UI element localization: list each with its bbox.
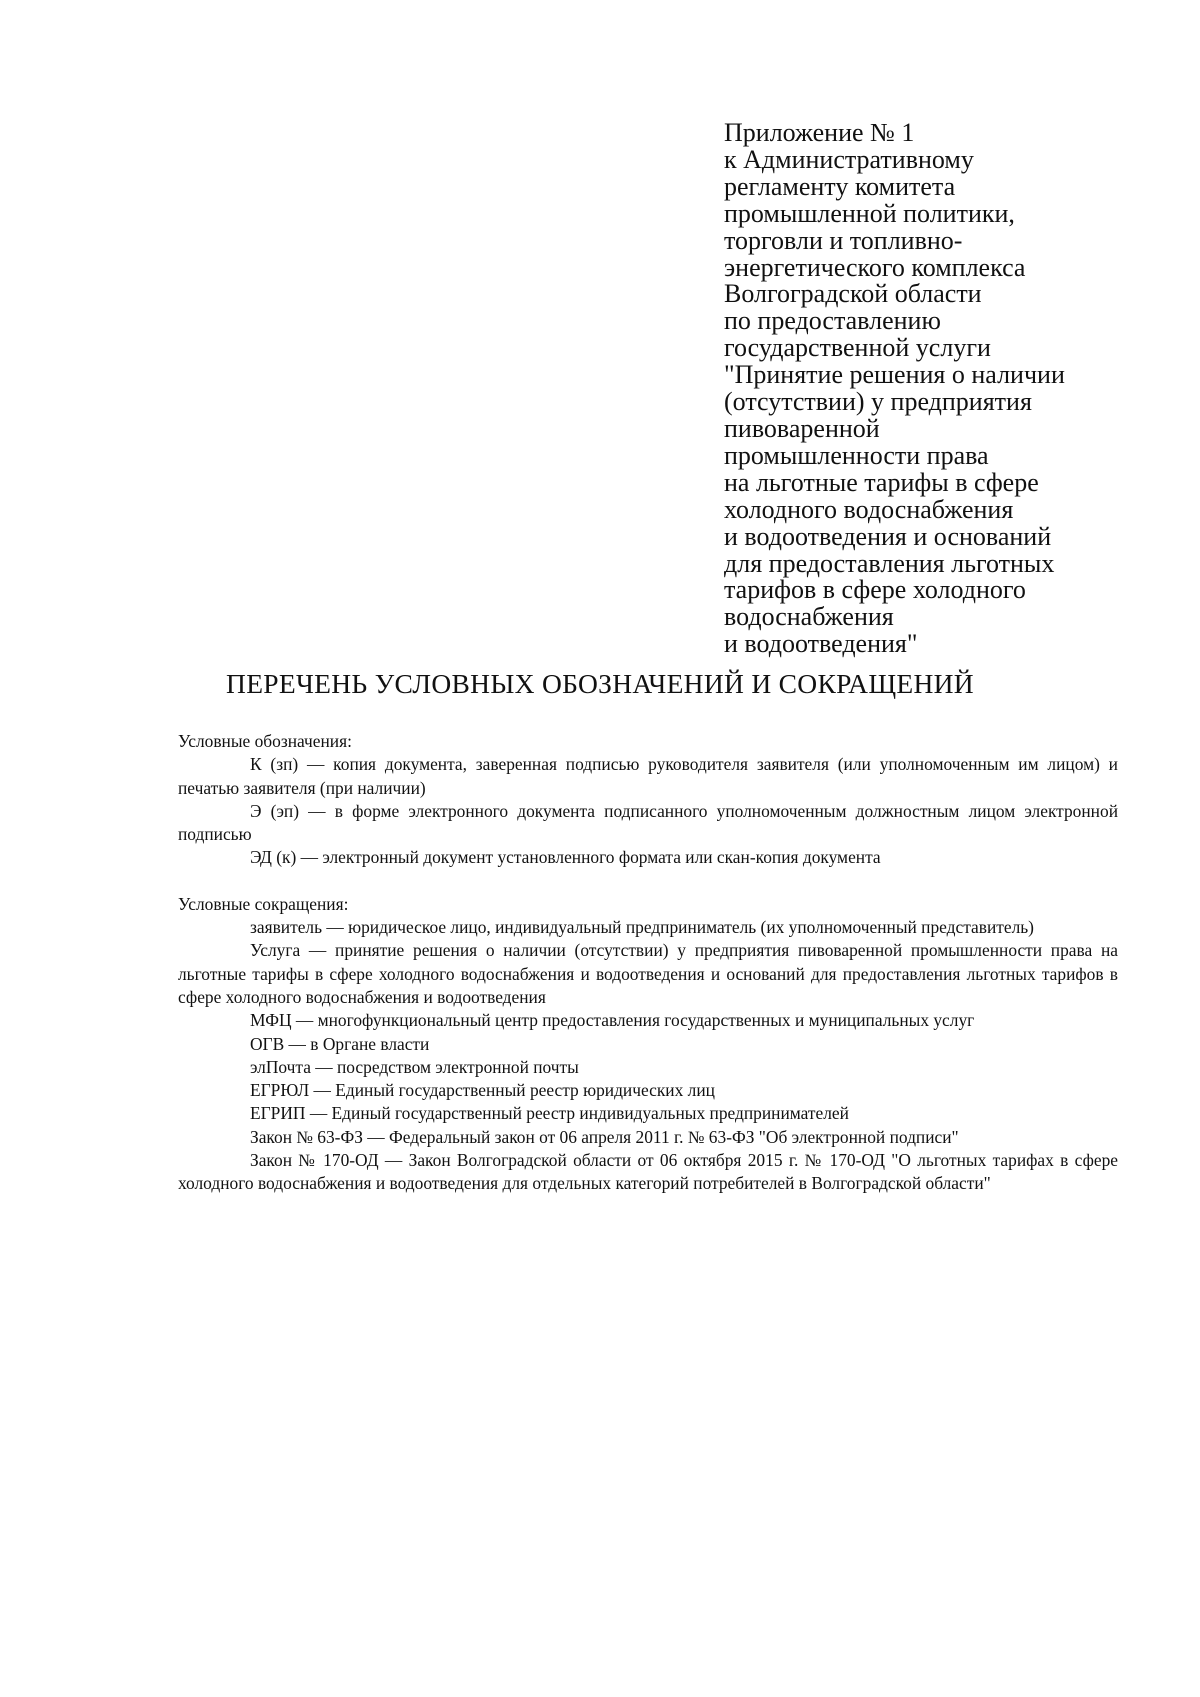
appendix-line: государственной услуги xyxy=(724,333,991,363)
designation-item: К (зп) — копия документа, заверенная подписью руководителя заявителя (или уполномоченным им лицом) и печатью заявителя (при наличии) xyxy=(178,754,1118,798)
appendix-line: холодного водоснабжения xyxy=(724,494,1014,524)
abbreviation-item: МФЦ — многофункциональный центр предоставления государственных и муниципальных услуг xyxy=(250,1010,975,1031)
appendix-line: "Принятие решения о наличии xyxy=(724,360,1065,390)
appendix-line: Волгоградской области xyxy=(724,279,982,309)
abbreviation-item: ЕГРЮЛ — Единый государственный реестр юридических лиц xyxy=(250,1080,715,1101)
appendix-line: и водоотведения и оснований xyxy=(724,521,1052,551)
appendix-line: регламенту комитета xyxy=(724,171,956,201)
appendix-line: водоснабжения xyxy=(724,602,894,632)
appendix-header xyxy=(724,120,1164,658)
document-title: ПЕРЕЧЕНЬ УСЛОВНЫХ ОБОЗНАЧЕНИЙ И СОКРАЩЕНИЙ xyxy=(226,668,974,699)
appendix-line: (отсутствии) у предприятия xyxy=(724,387,1032,417)
designation-item: Э (эп) — в форме электронного документа подписанного уполномоченным должностным лицом электронной подписью xyxy=(178,800,1118,845)
appendix-line: и водоотведения" xyxy=(724,629,918,659)
appendix-line: торговли и топливно- xyxy=(724,225,963,255)
appendix-line: на льготные тарифы в сфере xyxy=(724,467,1039,497)
abbreviation-item: Закон № 63-ФЗ — Федеральный закон от 06 апреля 2011 г. № 63-ФЗ "Об электронной подписи" xyxy=(250,1126,959,1147)
abbreviations-heading: Условные сокращения: xyxy=(178,893,349,914)
designations-section xyxy=(178,730,1118,870)
appendix-line: по предоставлению xyxy=(724,306,941,336)
legend-body xyxy=(178,730,1118,1196)
designation-item: ЭД (к) — электронный документ установленного формата или скан-копия документа xyxy=(250,847,881,868)
appendix-line: пивоваренной xyxy=(724,413,880,443)
appendix-line: промышленности права xyxy=(724,440,989,470)
section-spacer xyxy=(178,870,1118,893)
abbreviation-item: Услуга — принятие решения о наличии (отсутствии) у предприятия пивоваренной промышленности права на льготные тарифы в сфере холодного водоснабжения и водоотведения и оснований для предоставления льготных тарифов в сфере холодного водоснабжения и водоотведения xyxy=(178,940,1118,1007)
abbreviation-item: заявитель — юридическое лицо, индивидуальный предприниматель (их уполномоченный представитель) xyxy=(250,917,1034,938)
appendix-line: тарифов в сфере холодного xyxy=(724,575,1026,605)
appendix-line: Приложение № 1 xyxy=(724,118,915,147)
abbreviation-item: Закон № 170-ОД — Закон Волгоградской области от 06 октября 2015 г. № 170-ОД "О льготных тарифах в сфере холодного водоснабжения и водоотведения для отдельных категорий потребителей в Волгоградской области" xyxy=(178,1150,1118,1194)
appendix-line: промышленной политики, xyxy=(724,198,1015,228)
designations-heading: Условные обозначения: xyxy=(178,731,352,751)
appendix-line: энергетического комплекса xyxy=(724,252,1026,282)
appendix-line: к Административному xyxy=(724,144,974,174)
abbreviation-item: элПочта — посредством электронной почты xyxy=(250,1056,579,1077)
abbreviations-section xyxy=(178,893,1118,1196)
abbreviation-item: ОГВ — в Органе власти xyxy=(250,1033,430,1054)
abbreviation-item: ЕГРИП — Единый государственный реестр индивидуальных предпринимателей xyxy=(250,1103,849,1124)
appendix-line: для предоставления льготных xyxy=(724,548,1055,578)
